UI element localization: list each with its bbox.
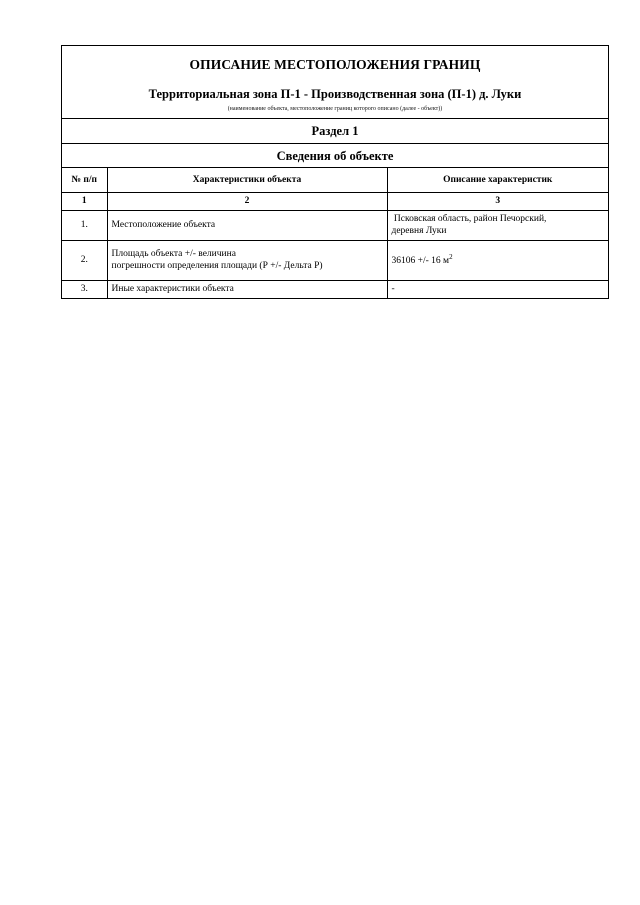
column-number-row — [62, 192, 608, 210]
row-characteristic: Местоположение объекта — [107, 210, 387, 240]
document-title: ОПИСАНИЕ МЕСТОПОЛОЖЕНИЯ ГРАНИЦ — [189, 57, 481, 72]
zone-title: Территориальная зона П-1 - Производственная зона (П-1) д. Луки — [148, 87, 522, 101]
row-description-line: деревня Луки — [391, 226, 447, 236]
object-caption: (наименование объекта, местоположение границ которого описано (далее - объект)) — [227, 106, 443, 112]
row-description — [387, 240, 608, 280]
row-description — [387, 210, 608, 240]
object-info-table — [62, 168, 608, 298]
row-number: 3. — [62, 280, 107, 298]
row-characteristic — [107, 240, 387, 280]
table-row — [62, 280, 608, 298]
row-characteristic-line: погрешности определения площади (Р +/- Дельта Р) — [111, 261, 323, 271]
area-value: 36106 +/- 16 м — [391, 256, 450, 267]
header-characteristic: Характеристики объекта — [107, 168, 387, 192]
header-number: № п/п — [62, 168, 107, 192]
document-sheet — [61, 45, 609, 299]
header-description: Описание характеристик — [387, 168, 608, 192]
section-subtitle: Сведения об объекте — [62, 144, 608, 168]
document-header — [62, 46, 608, 119]
row-description: - — [391, 284, 395, 295]
section-label: Раздел 1 — [62, 119, 608, 144]
table-row — [62, 240, 608, 280]
column-number: 2 — [107, 192, 387, 210]
row-characteristic: Иные характеристики объекта — [107, 280, 387, 298]
area-unit-superscript: 2 — [449, 253, 453, 262]
row-number: 2. — [62, 240, 107, 280]
column-number: 3 — [387, 192, 608, 210]
column-number: 1 — [62, 192, 107, 210]
row-description-line: Псковская область, район Печорский, — [391, 214, 547, 224]
table-header-row — [62, 168, 608, 192]
row-number: 1. — [62, 210, 107, 240]
table-row — [62, 210, 608, 240]
row-characteristic-line: Площадь объекта +/- величина — [111, 249, 236, 259]
